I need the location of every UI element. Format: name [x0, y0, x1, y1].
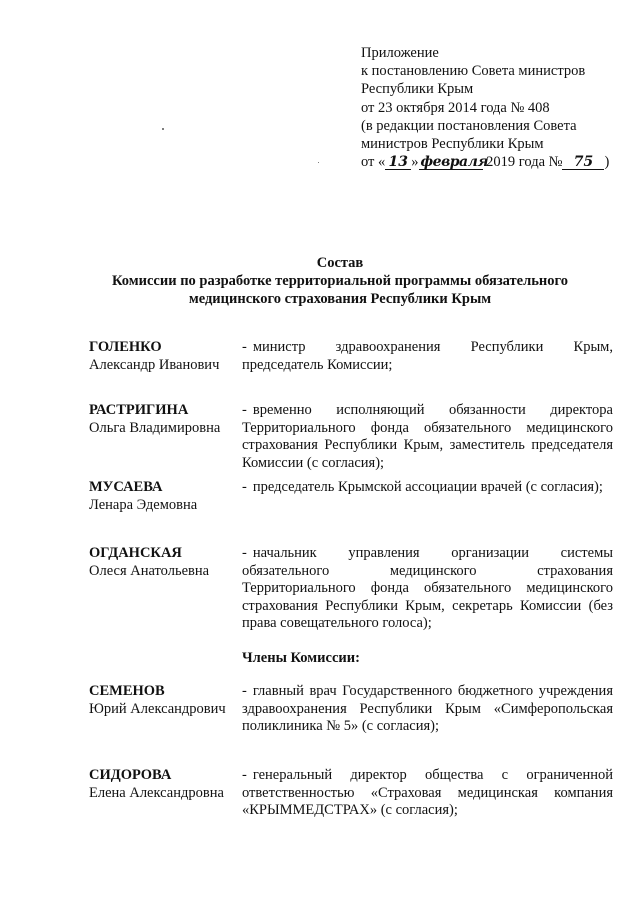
appendix-line: (в редакции постановления Совета: [361, 117, 577, 134]
role-text: генеральный директор общества с ограниченной ответственностью «Страховая медицинская компания «КРЫММЕДСТРАХ» (с согласия);: [242, 767, 613, 819]
handwritten-number: 75: [562, 155, 604, 170]
date-prefix: от «: [361, 154, 386, 171]
handwritten-month: февраля: [420, 154, 489, 171]
dash: -: [242, 545, 247, 561]
member-role: [242, 767, 613, 820]
member-name: [89, 683, 239, 718]
role-text: временно исполняющий обязанности директора Территориального фонда обязательного медицинского страхования Республики Крым, заместитель председателя Комиссии (с согласия);: [242, 402, 613, 471]
appendix-line: от 23 октября 2014 года № 408: [361, 99, 550, 116]
member-surname: ГОЛЕНКО: [89, 339, 162, 355]
member-given-name: Елена Александровна: [89, 784, 224, 801]
scan-speck: [318, 162, 319, 163]
dash: -: [242, 767, 247, 783]
member-given-name: Юрий Александрович: [89, 700, 226, 717]
member-given-name: Олеся Анатольевна: [89, 562, 210, 579]
dash: -: [242, 479, 247, 495]
date-mid: »: [411, 154, 419, 171]
member-name: [89, 479, 239, 514]
member-surname: СЕМЕНОВ: [89, 683, 165, 699]
member-surname: СИДОРОВА: [89, 767, 172, 783]
document-title: [60, 254, 620, 308]
date-year: 2019 года №: [486, 154, 563, 171]
appendix-block: [361, 44, 623, 171]
role-text: министр здравоохранения Республики Крым, председатель Комиссии;: [242, 339, 613, 373]
member-given-name: Ольга Владимировна: [89, 419, 221, 436]
role-text: главный врач Государственного бюджетного учреждения здравоохранения Республики Крым «Симферопольская поликлиника № 5» (с согласия);: [242, 683, 613, 735]
member-role: [242, 339, 613, 374]
member-role: [242, 402, 613, 472]
member-role: [242, 683, 613, 736]
appendix-date-line: [361, 153, 623, 171]
member-given-name: Александр Иванович: [89, 356, 220, 373]
member-name: [89, 402, 239, 437]
member-surname: МУСАЕВА: [89, 479, 163, 495]
dash: -: [242, 402, 247, 418]
title-line: медицинского страхования Республики Крым: [188, 291, 492, 307]
dash: -: [242, 683, 247, 699]
role-text: начальник управления организации системы обязательного медицинского страхования Территориального фонда обязательного медицинского страхования Республики Крым, секретарь Комиссии (без права совещательного голоса);: [242, 545, 613, 632]
scan-speck: [162, 128, 164, 130]
appendix-line: к постановлению Совета министров: [361, 63, 586, 80]
title-heading: Состав: [316, 255, 364, 271]
member-name: [89, 545, 239, 580]
member-name: [89, 339, 239, 374]
role-text: председатель Крымской ассоциации врачей (с согласия);: [252, 479, 603, 495]
member-name: [89, 767, 239, 802]
dash: -: [242, 339, 247, 355]
member-surname: РАСТРИГИНА: [89, 402, 189, 418]
title-line: Комиссии по разработке территориальной программы обязательного: [112, 273, 568, 289]
members-heading: Члены Комиссии:: [242, 650, 360, 666]
handwritten-day: 13: [385, 155, 411, 170]
member-role: [242, 479, 613, 497]
member-surname: ОГДАНСКАЯ: [89, 545, 182, 561]
member-given-name: Ленара Эдемовна: [89, 496, 198, 513]
appendix-line: министров Республики Крым: [361, 135, 544, 152]
appendix-line: Республики Крым: [361, 81, 474, 98]
date-close: ): [604, 154, 610, 171]
member-role: [242, 545, 613, 633]
appendix-line: Приложение: [361, 45, 439, 61]
